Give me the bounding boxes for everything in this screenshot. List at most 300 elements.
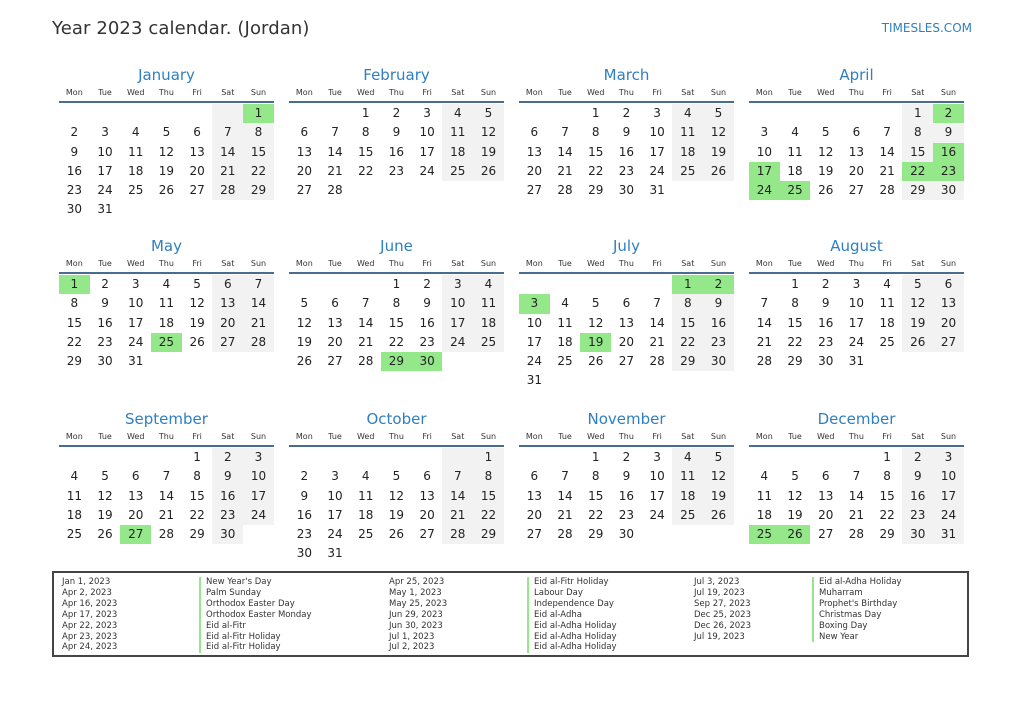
empty-cell <box>519 275 550 294</box>
calendar-day: 29 <box>66 354 82 369</box>
weekday-header <box>289 431 504 447</box>
empty-cell <box>320 104 351 123</box>
calendar-day: 21 <box>212 162 243 181</box>
holiday-date: Jul 19, 2023 <box>694 587 745 598</box>
weekday-label: Wed <box>816 432 835 441</box>
calendar-day: 1 <box>591 106 600 120</box>
calendar-day: 28 <box>158 527 175 542</box>
calendar-day: 16 <box>902 487 933 506</box>
weekday-label: Mon <box>295 259 313 268</box>
calendar-day: 16 <box>212 487 243 506</box>
weekday-label: Mon <box>755 259 773 268</box>
weekday-header <box>519 431 734 447</box>
weekday-label: Mon <box>65 259 83 268</box>
weekday-label: Thu <box>158 259 174 268</box>
calendar-day: 21 <box>557 163 573 178</box>
calendar-day: 15 <box>902 143 933 162</box>
calendar-day: 15 <box>672 314 703 333</box>
holiday-name: Orthodox Easter Day <box>206 598 295 609</box>
calendar-day: 24 <box>649 507 665 522</box>
holiday-day: 24 <box>749 181 780 200</box>
empty-cell <box>182 104 213 123</box>
empty-cell <box>59 104 90 123</box>
calendar-day: 8 <box>591 469 600 484</box>
month-march <box>519 66 734 200</box>
calendar-day: 20 <box>189 163 205 178</box>
weekday-label: Sun <box>480 259 497 268</box>
calendar-day: 8 <box>361 125 370 140</box>
weekday-label: Fri <box>652 259 662 268</box>
weekday-label: Fri <box>192 259 202 268</box>
calendar-day: 10 <box>649 469 665 484</box>
calendar-day: 12 <box>296 315 312 330</box>
calendar-day: 20 <box>296 163 312 178</box>
empty-cell <box>749 275 780 294</box>
empty-cell <box>320 448 351 467</box>
day-grid <box>749 448 964 544</box>
calendar-day: 6 <box>622 296 631 311</box>
calendar-day: 30 <box>97 354 113 369</box>
month-name: February <box>363 66 430 84</box>
holiday-day: 16 <box>933 143 964 162</box>
calendar-day: 1 <box>883 450 891 464</box>
day-grid <box>289 448 504 564</box>
calendar-day: 24 <box>419 163 435 178</box>
calendar-day: 8 <box>591 125 600 140</box>
calendar-day: 10 <box>327 488 343 503</box>
calendar-day: 21 <box>649 334 665 349</box>
calendar-day: 11 <box>672 467 703 486</box>
calendar-day: 11 <box>473 294 504 313</box>
empty-cell <box>90 104 121 123</box>
holiday-names-column <box>199 577 312 653</box>
calendar-day: 25 <box>879 334 895 349</box>
calendar-day: 30 <box>296 546 312 561</box>
calendar-day: 6 <box>300 125 309 140</box>
holiday-date: Jul 1, 2023 <box>389 631 435 642</box>
weekday-label: Tue <box>558 88 572 97</box>
calendar-day: 6 <box>193 125 201 140</box>
day-grid <box>59 275 274 371</box>
calendar-day: 2 <box>212 448 243 467</box>
calendar-day: 3 <box>331 469 339 484</box>
day-grid <box>749 275 964 371</box>
holiday-date: May 25, 2023 <box>389 598 448 609</box>
calendar-day: 27 <box>296 183 312 198</box>
calendar-day: 26 <box>158 183 175 198</box>
calendar-day: 1 <box>791 277 799 291</box>
empty-cell <box>151 104 182 123</box>
empty-cell <box>780 448 811 467</box>
calendar-day: 25 <box>473 333 504 352</box>
calendar-day: 19 <box>189 315 205 330</box>
weekday-label: Sat <box>681 88 695 97</box>
weekday-label: Wed <box>586 432 605 441</box>
weekday-label: Mon <box>755 432 773 441</box>
weekday-label: Sun <box>940 432 957 441</box>
calendar-day: 9 <box>703 294 734 313</box>
month-january <box>59 66 274 220</box>
calendar-day: 22 <box>588 507 604 522</box>
month-may <box>59 237 274 371</box>
calendar-day: 1 <box>473 448 504 467</box>
calendar-day: 10 <box>649 125 665 140</box>
calendar-day: 7 <box>243 275 274 294</box>
weekday-label: Fri <box>882 432 892 441</box>
calendar-day: 26 <box>189 334 205 349</box>
weekday-label: Tue <box>328 259 342 268</box>
calendar-day: 14 <box>557 144 573 159</box>
calendar-day: 15 <box>189 488 205 503</box>
calendar-day: 15 <box>588 144 604 159</box>
weekday-label: Thu <box>848 88 864 97</box>
weekday-label: Sun <box>710 259 727 268</box>
holiday-date: Jul 19, 2023 <box>694 631 745 642</box>
holiday-date: Apr 22, 2023 <box>62 620 118 631</box>
calendar-day: 13 <box>618 315 635 330</box>
calendar-day: 29 <box>672 352 703 371</box>
calendar-day: 23 <box>296 527 312 542</box>
weekday-label: Wed <box>586 259 605 268</box>
calendar-day: 3 <box>653 106 661 120</box>
calendar-day: 18 <box>756 507 772 522</box>
weekday-label: Sat <box>221 432 235 441</box>
calendar-day: 24 <box>649 163 665 178</box>
calendar-day: 16 <box>419 315 435 330</box>
holiday-name: Eid al-Fitr <box>206 620 246 631</box>
calendar-day: 1 <box>361 106 370 120</box>
empty-cell <box>90 448 121 467</box>
calendar-day: 28 <box>212 181 243 200</box>
holiday-date: Apr 25, 2023 <box>389 577 445 587</box>
weekday-header <box>749 258 964 274</box>
empty-cell <box>841 448 872 467</box>
holiday-day: 26 <box>780 525 811 544</box>
calendar-day: 19 <box>787 507 803 522</box>
weekday-header <box>59 431 274 447</box>
calendar-day: 5 <box>162 125 171 140</box>
calendar-day: 30 <box>818 354 834 369</box>
calendar-day: 4 <box>760 469 769 484</box>
weekday-label: Fri <box>192 88 202 97</box>
calendar-day: 15 <box>66 315 82 330</box>
calendar-day: 10 <box>243 467 274 486</box>
calendar-day: 31 <box>128 354 144 369</box>
holiday-dates-column <box>694 577 751 642</box>
month-june <box>289 237 504 371</box>
calendar-day: 5 <box>902 275 933 294</box>
empty-cell <box>212 104 243 123</box>
calendar-day: 29 <box>473 525 504 544</box>
calendar-day: 8 <box>791 296 799 311</box>
calendar-day: 29 <box>879 527 895 542</box>
calendar-day: 28 <box>756 354 772 369</box>
calendar-day: 14 <box>756 315 772 330</box>
holiday-day: 2 <box>703 275 734 294</box>
calendar-day: 14 <box>557 488 573 503</box>
day-grid <box>59 104 274 220</box>
calendar-day: 17 <box>848 315 865 330</box>
calendar-day: 26 <box>703 506 734 525</box>
empty-cell <box>611 275 642 294</box>
calendar-day: 20 <box>526 163 542 178</box>
weekday-label: Fri <box>652 432 662 441</box>
calendar-day: 5 <box>791 469 799 484</box>
calendar-day: 6 <box>530 469 539 484</box>
calendar-day: 3 <box>101 125 109 140</box>
empty-cell <box>749 104 780 123</box>
weekday-label: Wed <box>126 432 145 441</box>
weekday-label: Fri <box>422 432 432 441</box>
calendar-day: 20 <box>933 314 964 333</box>
calendar-day: 29 <box>588 183 604 198</box>
weekday-label: Mon <box>525 432 543 441</box>
calendar-day: 17 <box>419 144 435 159</box>
empty-cell <box>872 104 903 123</box>
calendar-day: 28 <box>879 183 895 198</box>
calendar-day: 27 <box>618 354 635 369</box>
calendar-day: 27 <box>818 527 834 542</box>
weekday-label: Sat <box>681 432 695 441</box>
calendar-day: 9 <box>933 123 964 142</box>
calendar-day: 13 <box>212 294 243 313</box>
calendar-day: 8 <box>193 469 201 484</box>
calendar-day: 25 <box>358 527 374 542</box>
holiday-dates-column <box>389 577 447 653</box>
holiday-name: Eid al-Fitr Holiday <box>206 642 281 653</box>
empty-cell <box>381 448 412 467</box>
calendar-day: 6 <box>933 275 964 294</box>
calendar-day: 22 <box>879 507 895 522</box>
calendar-day: 3 <box>653 450 661 464</box>
holiday-name: Palm Sunday <box>206 587 262 598</box>
weekday-label: Fri <box>422 88 432 97</box>
calendar-day: 19 <box>902 314 933 333</box>
day-grid <box>519 104 734 200</box>
holiday-day: 22 <box>902 162 933 181</box>
calendar-day: 27 <box>933 333 964 352</box>
holiday-name: Independence Day <box>534 598 614 609</box>
weekday-label: Wed <box>126 88 145 97</box>
weekday-label: Thu <box>388 432 404 441</box>
calendar-day: 30 <box>933 181 964 200</box>
calendar-day: 11 <box>557 315 573 330</box>
calendar-day: 4 <box>672 448 703 467</box>
weekday-label: Wed <box>356 432 375 441</box>
weekday-header <box>59 87 274 103</box>
holiday-day: 30 <box>412 352 443 371</box>
calendar-day: 15 <box>388 315 405 330</box>
empty-cell <box>289 448 320 467</box>
holiday-dates-column <box>62 577 117 653</box>
calendar-day: 4 <box>791 125 799 140</box>
weekday-label: Mon <box>295 432 313 441</box>
calendar-day: 28 <box>442 525 473 544</box>
calendar-day: 23 <box>388 163 405 178</box>
calendar-day: 10 <box>419 125 435 140</box>
calendar-day: 7 <box>760 296 769 311</box>
weekday-header <box>749 431 964 447</box>
calendar-day: 19 <box>388 507 405 522</box>
brand-link[interactable]: TIMESLES.COM <box>881 21 972 35</box>
weekday-label: Tue <box>98 432 112 441</box>
holiday-name: New Year's Day <box>206 577 272 587</box>
calendar-day: 9 <box>101 296 109 311</box>
calendar-day: 7 <box>561 469 569 484</box>
calendar-day: 1 <box>902 104 933 123</box>
calendar-day: 16 <box>618 144 635 159</box>
calendar-day: 24 <box>128 334 144 349</box>
calendar-day: 4 <box>561 296 569 311</box>
calendar-day: 19 <box>818 163 834 178</box>
calendar-day: 15 <box>588 488 604 503</box>
empty-cell <box>642 275 673 294</box>
calendar-day: 5 <box>473 104 504 123</box>
calendar-day: 17 <box>933 487 964 506</box>
day-grid <box>749 104 964 200</box>
calendar-day: 15 <box>879 488 895 503</box>
holiday-name: Eid al-Adha Holiday <box>534 620 617 631</box>
calendar-day: 11 <box>879 296 895 311</box>
calendar-day: 19 <box>703 143 734 162</box>
calendar-day: 14 <box>442 487 473 506</box>
month-name: August <box>830 237 883 255</box>
empty-cell <box>519 448 550 467</box>
calendar-day: 28 <box>557 183 573 198</box>
calendar-day: 14 <box>358 315 374 330</box>
calendar-day: 28 <box>557 527 573 542</box>
calendar-day: 22 <box>243 162 274 181</box>
weekday-label: Tue <box>788 432 802 441</box>
calendar-day: 11 <box>787 144 803 159</box>
calendar-day: 20 <box>128 507 144 522</box>
month-name: April <box>839 66 874 84</box>
calendar-day: 14 <box>848 488 865 503</box>
day-grid <box>59 448 274 544</box>
weekday-header <box>519 258 734 274</box>
calendar-day: 1 <box>193 450 201 464</box>
calendar-day: 29 <box>902 181 933 200</box>
holiday-date: May 1, 2023 <box>389 587 442 598</box>
month-july <box>519 237 734 391</box>
calendar-day: 23 <box>97 334 113 349</box>
calendar-day: 31 <box>649 183 665 198</box>
calendar-day: 7 <box>331 125 339 140</box>
calendar-day: 13 <box>933 294 964 313</box>
calendar-day: 12 <box>787 488 803 503</box>
empty-cell <box>442 448 473 467</box>
calendar-day: 17 <box>649 144 665 159</box>
weekday-label: Sat <box>451 259 465 268</box>
holiday-names-column <box>812 577 902 642</box>
calendar-day: 30 <box>212 525 243 544</box>
calendar-day: 8 <box>672 294 703 313</box>
calendar-day: 4 <box>883 277 891 291</box>
empty-cell <box>810 104 841 123</box>
holiday-day: 25 <box>749 525 780 544</box>
calendar-day: 26 <box>388 527 405 542</box>
calendar-day: 25 <box>672 162 703 181</box>
month-february <box>289 66 504 200</box>
holiday-day: 19 <box>580 333 611 352</box>
calendar-day: 23 <box>818 334 834 349</box>
calendar-day: 23 <box>902 506 933 525</box>
month-name: March <box>603 66 650 84</box>
holiday-date: Dec 26, 2023 <box>694 620 752 631</box>
weekday-label: Fri <box>422 259 432 268</box>
weekday-label: Sun <box>480 88 497 97</box>
calendar-day: 19 <box>97 507 113 522</box>
calendar-day: 21 <box>358 334 374 349</box>
weekday-label: Tue <box>558 432 572 441</box>
calendar-day: 10 <box>933 467 964 486</box>
holiday-date: Sep 27, 2023 <box>694 598 751 609</box>
calendar-day: 20 <box>526 507 542 522</box>
weekday-label: Mon <box>755 88 773 97</box>
calendar-day: 23 <box>212 506 243 525</box>
holiday-date: Apr 16, 2023 <box>62 598 118 609</box>
weekday-label: Thu <box>388 259 404 268</box>
weekday-label: Sat <box>681 259 695 268</box>
calendar-day: 6 <box>131 469 140 484</box>
empty-cell <box>120 448 151 467</box>
calendar-day: 30 <box>618 527 635 542</box>
calendar-day: 15 <box>787 315 803 330</box>
calendar-day: 1 <box>392 277 401 291</box>
calendar-day: 13 <box>848 144 865 159</box>
calendar-day: 8 <box>243 123 274 142</box>
calendar-day: 21 <box>756 334 772 349</box>
calendar-day: 10 <box>442 294 473 313</box>
calendar-day: 21 <box>848 507 865 522</box>
calendar-day: 17 <box>128 315 144 330</box>
calendar-day: 30 <box>66 202 82 217</box>
holiday-day: 25 <box>780 181 811 200</box>
calendar-day: 13 <box>526 488 542 503</box>
calendar-day: 28 <box>327 183 343 198</box>
calendar-day: 11 <box>66 488 82 503</box>
calendar-day: 3 <box>933 448 964 467</box>
day-grid <box>519 448 734 544</box>
calendar-day: 4 <box>672 104 703 123</box>
month-name: September <box>125 410 208 428</box>
weekday-label: Fri <box>652 88 662 97</box>
calendar-day: 4 <box>361 469 370 484</box>
calendar-day: 21 <box>557 507 573 522</box>
holiday-day: 23 <box>933 162 964 181</box>
calendar-day: 2 <box>902 448 933 467</box>
calendar-day: 18 <box>66 507 82 522</box>
weekday-label: Fri <box>882 88 892 97</box>
empty-cell <box>550 275 581 294</box>
calendar-day: 17 <box>327 507 343 522</box>
month-name: January <box>138 66 195 84</box>
calendar-day: 29 <box>588 527 604 542</box>
calendar-day: 7 <box>162 469 171 484</box>
calendar-day: 16 <box>703 314 734 333</box>
weekday-label: Tue <box>98 88 112 97</box>
empty-cell <box>841 104 872 123</box>
calendar-day: 27 <box>189 183 205 198</box>
calendar-day: 1 <box>591 450 600 464</box>
calendar-day: 20 <box>327 334 343 349</box>
calendar-day: 2 <box>70 125 79 140</box>
empty-cell <box>151 448 182 467</box>
empty-cell <box>412 448 443 467</box>
calendar-day: 25 <box>128 183 144 198</box>
holiday-name: Prophet's Birthday <box>819 598 898 609</box>
calendar-day: 18 <box>158 315 175 330</box>
